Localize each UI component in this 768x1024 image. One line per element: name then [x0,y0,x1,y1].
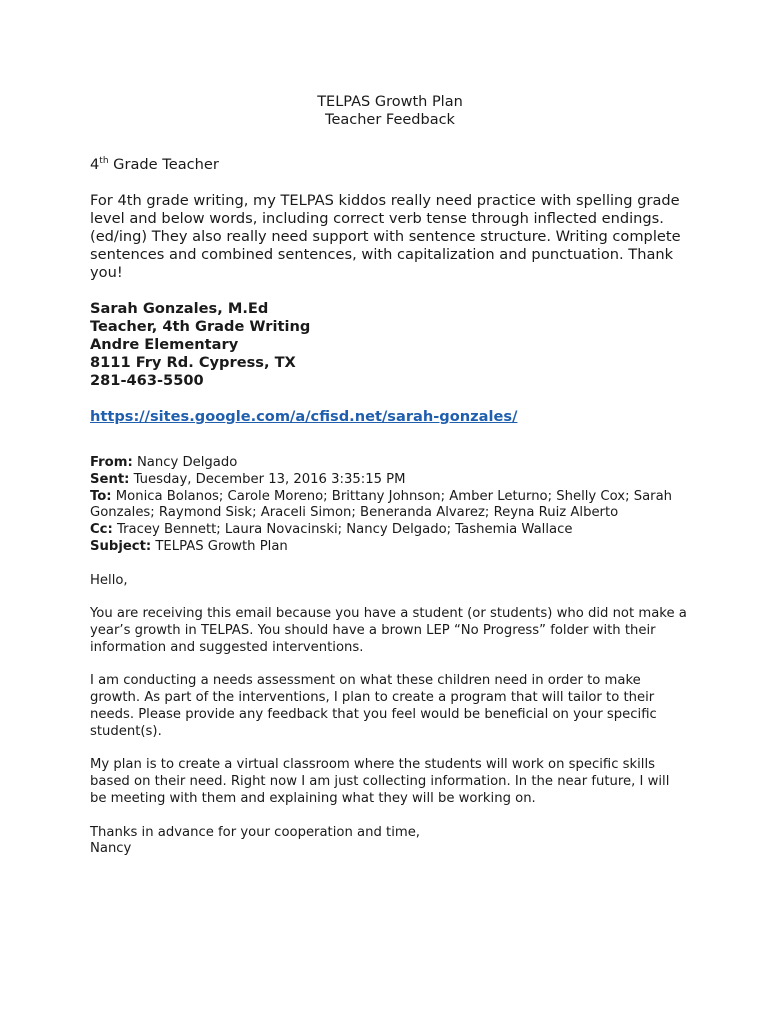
to-label: To: [90,488,112,504]
email-closing: Thanks in advance for your cooperation and time, [90,824,421,840]
email-greeting: Hello, [90,572,128,588]
email-headers [90,455,690,556]
signature-address: 8111 Fry Rd. Cypress, TX [90,354,296,371]
cc-label: Cc: [90,522,113,538]
email-cc [90,522,690,539]
grade-label: Grade Teacher [108,156,219,173]
document-page [90,93,690,858]
subject-label: Subject: [90,538,152,554]
signature-name: Sarah Gonzales, M.Ed [90,300,269,317]
grade-number: 4 [90,156,100,173]
cc-value: Tracey Bennett; Laura Novacinski; Nancy Delgado; Tashemia Wallace [112,522,573,538]
feedback-paragraph: For 4th grade writing, my TELPAS kiddos really need practice with spelling grade level and below words, including correct verb tense through inflected endings. (ed/ing) They also really need support with sentence structure. Writing complete sentences and combined sentences, with capitalization and punctuation. Thank you! [90,192,681,281]
email-to [90,489,690,523]
signature-block [90,300,690,390]
signature-school: Andre Elementary [90,336,239,353]
subject-value: TELPAS Growth Plan [151,538,288,554]
email-closing-name: Nancy [90,841,132,857]
document-title: TELPAS Growth Plan [317,94,463,110]
sent-label: Sent: [90,471,130,487]
sent-value: Tuesday, December 13, 2016 3:35:15 PM [129,471,406,487]
email-paragraph-1: You are receiving this email because you have a student (or students) who did not make a year’s growth in TELPAS. You should have a brown LEP “No Progress” folder with their information and suggested interventions. [90,606,687,655]
email-subject [90,539,690,556]
email-sent [90,472,690,489]
from-label: From: [90,455,133,470]
grade-line [90,156,690,174]
grade-ordinal: th [99,156,109,166]
document-subtitle: Teacher Feedback [325,112,455,128]
website-link[interactable]: https://sites.google.com/a/cfisd.net/sarah-gonzales/ [90,408,518,425]
signature-phone: 281-463-5500 [90,372,204,389]
email-from [90,455,690,472]
from-value: Nancy Delgado [132,455,238,470]
to-value: Monica Bolanos; Carole Moreno; Brittany Johnson; Amber Leturno; Shelly Cox; Sarah Gonzales; Raymond Sisk; Araceli Simon; Beneranda Alvarez; Reyna Ruiz Alberto [90,488,673,521]
email-paragraph-2: I am conducting a needs assessment on what these children need in order to make growth. As part of the interventions, I plan to create a program that will tailor to their needs. Please provide any feedback that you feel would be beneficial on your specific student(s). [90,673,657,739]
signature-role: Teacher, 4th Grade Writing [90,318,311,335]
email-paragraph-3: My plan is to create a virtual classroom where the students will work on specific skills based on their need. Right now I am just collecting information. In the near future, I will be meeting with them and explaining what they will be working on. [90,757,670,806]
